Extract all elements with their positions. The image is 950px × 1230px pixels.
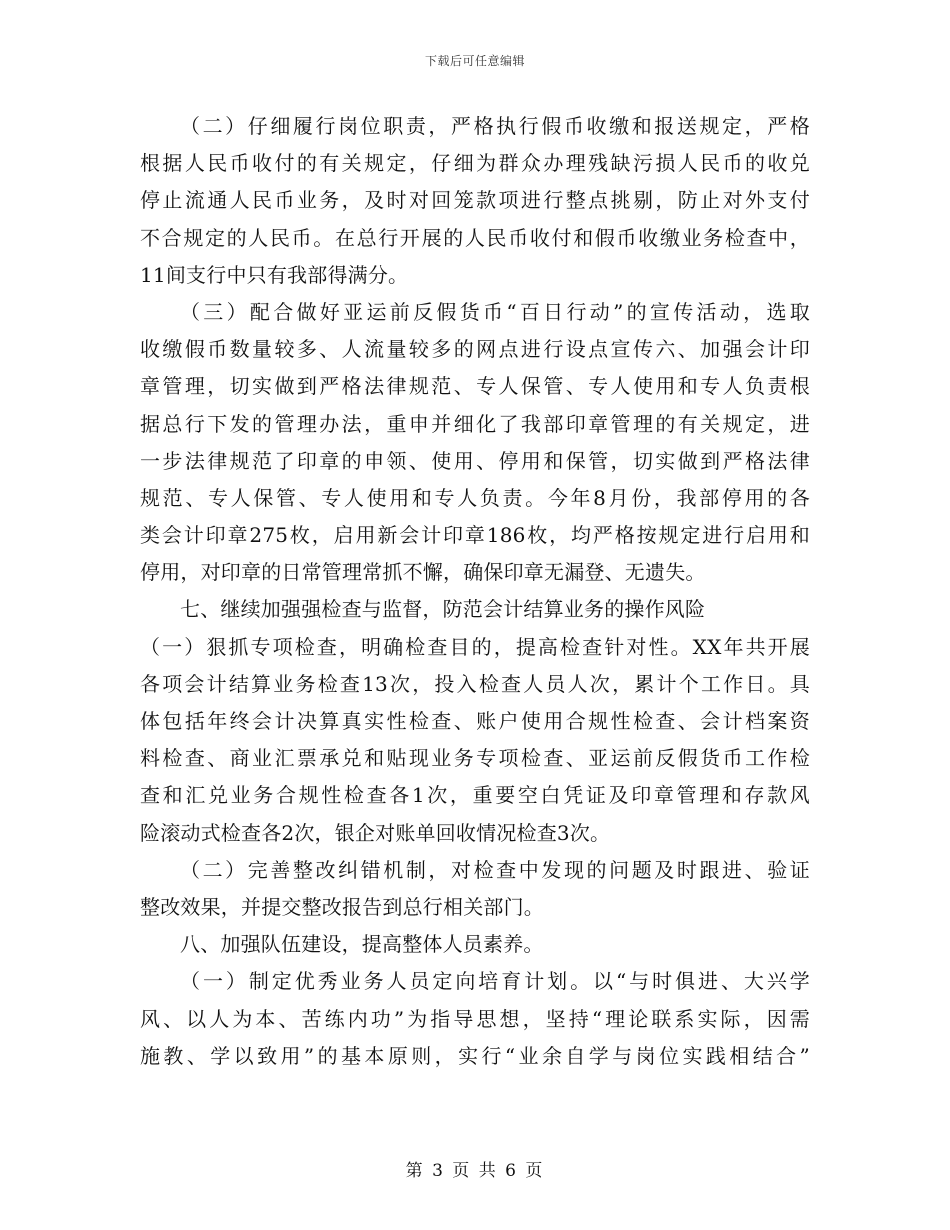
- paragraph-line: （一）狠抓专项检查，明确检查目的，提高检查针对性。XX年共开展: [140, 634, 810, 659]
- paragraph-line: 料检查、商业汇票承兑和贴现业务专项检查、亚运前反假货币工作检: [140, 746, 810, 771]
- paragraph-line: 根据人民币收付的有关规定，仔细为群众办理残缺污损人民币的收兑: [140, 151, 810, 176]
- paragraph-line: （二）仔细履行岗位职责，严格执行假币收缴和报送规定，严格: [180, 114, 810, 138]
- document-body: [140, 108, 810, 1075]
- paragraph-line: 规范、专人保管、专人使用和专人负责。今年8月份，我部停用的各: [140, 485, 810, 510]
- paragraph-line: 停止流通人民币业务，及时对回笼款项进行整点挑剔，防止对外支付: [140, 188, 810, 213]
- paragraph-line: 整改效果，并提交整改报告到总行相关部门。: [140, 894, 544, 919]
- paragraph-line: （三）配合做好亚运前反假货币“百日行动”的宣传活动，选取: [180, 299, 810, 324]
- paragraph-line: 施教、学以致用”的基本原则，实行“业余自学与岗位实践相结合”: [140, 1043, 810, 1068]
- paragraph-line: （二）完善整改纠错机制，对检查中发现的问题及时跟进、验证: [180, 857, 810, 882]
- paragraph-line: 停用，对印章的日常管理常抓不懈，确保印章无漏登、无遗失。: [140, 560, 706, 585]
- paragraph-line: 11间支行中只有我部得满分。: [140, 262, 409, 287]
- paragraph-line: 风、以人为本、苦练内功”为指导思想，坚持“理论联系实际，因需: [140, 1006, 810, 1031]
- section-heading: 七、继续加强强检查与监督，防范会计结算业务的操作风险: [180, 597, 706, 622]
- section-heading: 八、加强队伍建设，提高整体人员素养。: [180, 932, 544, 957]
- paragraph-line: 不合规定的人民币。在总行开展的人民币收付和假币收缴业务检查中，: [140, 225, 810, 250]
- paragraph-line: 查和汇兑业务合规性检查各1次，重要空白凭证及印章管理和存款风: [140, 783, 810, 808]
- page-number: 第 3 页 共 6 页: [405, 1161, 545, 1181]
- paragraph-line: 险滚动式检查各2次，银企对账单回收情况检查3次。: [140, 820, 611, 845]
- paragraph-line: 据总行下发的管理办法，重申并细化了我部印章管理的有关规定，进: [140, 411, 810, 436]
- paragraph-line: 章管理，切实做到严格法律规范、专人保管、专人使用和专人负责根: [140, 374, 810, 399]
- paragraph-line: （一）制定优秀业务人员定向培育计划。以“与时俱进、大兴学: [180, 969, 810, 994]
- paragraph-line: 一步法律规范了印章的申领、使用、停用和保管，切实做到严格法律: [140, 448, 810, 473]
- page-header: 下载后可任意编辑: [424, 54, 525, 68]
- paragraph-line: 收缴假币数量较多、人流量较多的网点进行设点宣传六、加强会计印: [140, 337, 810, 362]
- paragraph-line: 体包括年终会计决算真实性检查、账户使用合规性检查、会计档案资: [140, 709, 810, 733]
- paragraph-line: 各项会计结算业务检查13次，投入检查人员人次，累计个工作日。具: [140, 671, 810, 696]
- paragraph-line: 类会计印章275枚，启用新会计印章186枚，均严格按规定进行启用和: [140, 523, 810, 548]
